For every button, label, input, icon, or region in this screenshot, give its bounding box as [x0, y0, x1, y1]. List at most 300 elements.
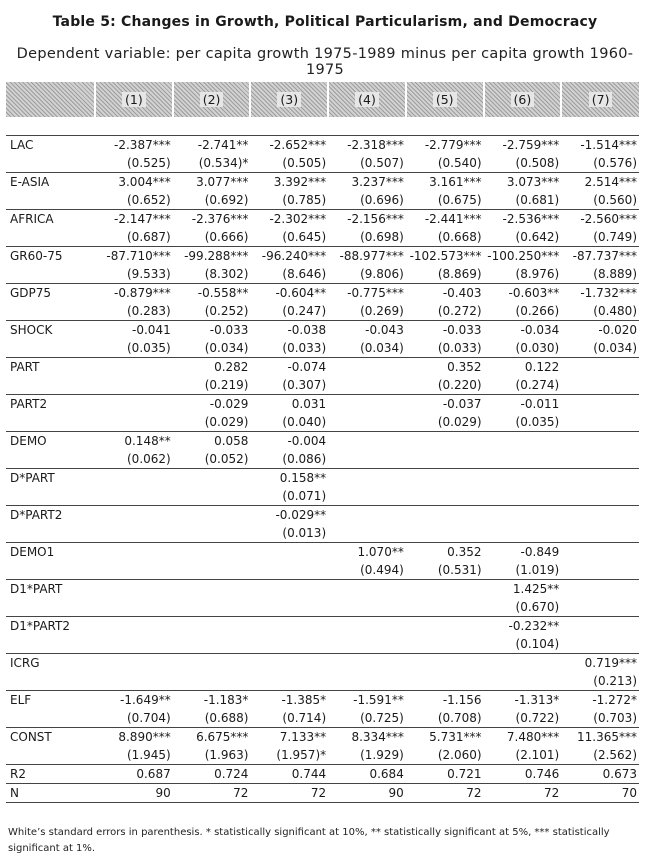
- standard-error-row: [6, 487, 639, 506]
- coefficient-row: [6, 543, 639, 562]
- statistic-cell: 72: [406, 784, 484, 803]
- coefficient-cell: [173, 654, 251, 673]
- row-label-empty: [6, 413, 95, 432]
- row-label: DEMO: [6, 432, 95, 451]
- statistic-cell: 0.687: [95, 765, 173, 784]
- standard-error-cell: (0.725): [360, 711, 404, 725]
- statistic-label: N: [6, 784, 95, 803]
- coefficient-cell: -1.514***: [561, 136, 639, 155]
- coefficient-cell: [95, 506, 173, 525]
- standard-error-cell: [561, 450, 639, 469]
- row-label-empty: [6, 302, 95, 321]
- statistic-cell: 70: [561, 784, 639, 803]
- statistic-cell: 90: [95, 784, 173, 803]
- standard-error-cell: [328, 635, 406, 654]
- coefficient-cell: -87.710***: [95, 247, 173, 266]
- standard-error-cell: (0.252): [204, 304, 249, 318]
- coefficient-cell: -0.403: [406, 284, 484, 303]
- coefficient-cell: [561, 506, 639, 525]
- standard-error-cell: [173, 524, 251, 543]
- standard-error-cell: [173, 561, 251, 580]
- header-corner: [6, 82, 95, 117]
- coefficient-cell: -0.038: [250, 321, 328, 340]
- row-label: ICRG: [6, 654, 95, 673]
- standard-error-cell: [250, 672, 328, 691]
- standard-error-row: [6, 709, 639, 728]
- coefficient-row: [6, 321, 639, 340]
- standard-error-cell: [328, 413, 406, 432]
- statistic-cell: 90: [328, 784, 406, 803]
- standard-error-cell: [406, 598, 484, 617]
- column-header: [95, 82, 173, 117]
- coefficient-cell: [173, 469, 251, 488]
- row-label: E-ASIA: [6, 173, 95, 192]
- standard-error-row: [6, 302, 639, 321]
- coefficient-row: [6, 506, 639, 525]
- standard-error-row: [6, 561, 639, 580]
- coefficient-cell: 0.282: [173, 358, 251, 377]
- coefficient-cell: -0.029**: [250, 506, 328, 525]
- row-label-empty: [6, 487, 95, 506]
- row-label: GR60-75: [6, 247, 95, 266]
- coefficient-cell: 3.161***: [406, 173, 484, 192]
- coefficient-cell: 3.077***: [173, 173, 251, 192]
- row-label-empty: [6, 228, 95, 247]
- standard-error-cell: [95, 598, 173, 617]
- standard-error-cell: (0.035): [515, 415, 560, 429]
- standard-error-cell: (2.562): [593, 748, 637, 762]
- coefficient-cell: [406, 580, 484, 599]
- standard-error-cell: (0.645): [282, 230, 327, 244]
- standard-error-cell: (0.062): [127, 452, 171, 466]
- row-label: D*PART: [6, 469, 95, 488]
- standard-error-cell: (0.531): [437, 563, 482, 577]
- column-header-label: (6): [511, 92, 535, 107]
- standard-error-cell: [406, 672, 484, 691]
- standard-error-cell: [328, 487, 406, 506]
- coefficient-cell: -96.240***: [250, 247, 328, 266]
- standard-error-cell: (9.533): [127, 267, 171, 281]
- standard-error-cell: (0.692): [204, 193, 249, 207]
- coefficient-cell: 8.890***: [95, 728, 173, 747]
- standard-error-row: [6, 191, 639, 210]
- table-subtitle: Dependent variable: per capita growth 1975-1989 minus per capita growth 1960-1975: [16, 46, 634, 78]
- standard-error-row: [6, 635, 639, 654]
- standard-error-cell: (0.714): [282, 711, 327, 725]
- standard-error-cell: (8.646): [282, 267, 327, 281]
- coefficient-cell: [328, 506, 406, 525]
- row-label-empty: [6, 191, 95, 210]
- coefficient-cell: -2.302***: [250, 210, 328, 229]
- coefficient-row: [6, 247, 639, 266]
- coefficient-cell: -2.156***: [328, 210, 406, 229]
- coefficient-cell: [484, 432, 562, 451]
- coefficient-row: [6, 358, 639, 377]
- coefficient-cell: -0.879***: [95, 284, 173, 303]
- standard-error-cell: (0.030): [515, 341, 560, 355]
- coefficient-cell: -99.288***: [173, 247, 251, 266]
- row-label: D1*PART: [6, 580, 95, 599]
- standard-error-cell: (0.698): [360, 230, 404, 244]
- coefficient-row: [6, 728, 639, 747]
- statistic-row: [6, 765, 639, 784]
- coefficient-cell: 0.031: [250, 395, 328, 414]
- coefficient-cell: [95, 543, 173, 562]
- standard-error-row: [6, 376, 639, 395]
- standard-error-cell: (0.670): [515, 600, 560, 614]
- standard-error-cell: (0.642): [515, 230, 560, 244]
- row-label-empty: [6, 598, 95, 617]
- coefficient-cell: -2.376***: [173, 210, 251, 229]
- standard-error-row: [6, 154, 639, 173]
- coefficient-cell: [561, 358, 639, 377]
- row-label-empty: [6, 265, 95, 284]
- standard-error-cell: (8.869): [437, 267, 482, 281]
- standard-error-cell: (0.505): [282, 156, 327, 170]
- coefficient-cell: -0.034: [484, 321, 562, 340]
- row-label: LAC: [6, 136, 95, 155]
- standard-error-cell: (0.508): [515, 156, 560, 170]
- row-label-empty: [6, 672, 95, 691]
- coefficient-cell: -1.591**: [328, 691, 406, 710]
- coefficient-cell: -0.020: [561, 321, 639, 340]
- coefficient-cell: -0.849: [484, 543, 562, 562]
- coefficient-cell: -87.737***: [561, 247, 639, 266]
- standard-error-cell: [173, 672, 251, 691]
- standard-error-cell: [173, 487, 251, 506]
- standard-error-cell: (0.029): [204, 415, 249, 429]
- row-label: CONST: [6, 728, 95, 747]
- standard-error-cell: (0.703): [593, 711, 637, 725]
- coefficient-cell: 0.158**: [250, 469, 328, 488]
- coefficient-cell: [406, 654, 484, 673]
- statistic-cell: 0.746: [484, 765, 562, 784]
- standard-error-cell: (0.220): [437, 378, 482, 392]
- standard-error-cell: (0.035): [127, 341, 171, 355]
- standard-error-cell: (0.013): [282, 526, 327, 540]
- coefficient-cell: -0.041: [95, 321, 173, 340]
- coefficient-cell: -2.147***: [95, 210, 173, 229]
- coefficient-cell: [95, 654, 173, 673]
- coefficient-cell: -1.272*: [561, 691, 639, 710]
- standard-error-cell: (0.034): [204, 341, 249, 355]
- coefficient-row: [6, 173, 639, 192]
- coefficient-cell: [484, 469, 562, 488]
- row-label: DEMO1: [6, 543, 95, 562]
- standard-error-cell: [95, 413, 173, 432]
- standard-error-cell: (1.929): [360, 748, 404, 762]
- coefficient-cell: [95, 617, 173, 636]
- coefficient-cell: [561, 395, 639, 414]
- standard-error-cell: (0.213): [593, 674, 637, 688]
- standard-error-cell: [484, 450, 562, 469]
- standard-error-cell: [173, 598, 251, 617]
- coefficient-cell: 7.133**: [250, 728, 328, 747]
- coefficient-cell: [250, 543, 328, 562]
- standard-error-row: [6, 746, 639, 765]
- row-label-empty: [6, 339, 95, 358]
- standard-error-cell: (2.060): [437, 748, 482, 762]
- standard-error-cell: [406, 487, 484, 506]
- coefficient-cell: [173, 506, 251, 525]
- column-header-row: [6, 82, 639, 117]
- standard-error-cell: (0.708): [437, 711, 482, 725]
- standard-error-cell: (0.675): [437, 193, 482, 207]
- standard-error-cell: [95, 672, 173, 691]
- standard-error-cell: (0.266): [515, 304, 560, 318]
- standard-error-cell: [561, 376, 639, 395]
- standard-error-cell: [328, 672, 406, 691]
- standard-error-cell: (2.101): [515, 748, 560, 762]
- standard-error-cell: (8.302): [204, 267, 249, 281]
- statistic-cell: 0.744: [250, 765, 328, 784]
- standard-error-cell: (0.666): [204, 230, 249, 244]
- standard-error-cell: (0.525): [127, 156, 171, 170]
- coefficient-cell: -100.250***: [484, 247, 562, 266]
- coefficient-cell: 11.365***: [561, 728, 639, 747]
- row-label: PART2: [6, 395, 95, 414]
- coefficient-cell: -0.029: [173, 395, 251, 414]
- regression-table: [6, 82, 639, 803]
- coefficient-cell: [561, 617, 639, 636]
- standard-error-cell: [328, 450, 406, 469]
- coefficient-cell: -0.775***: [328, 284, 406, 303]
- coefficient-cell: -2.652***: [250, 136, 328, 155]
- coefficient-row: [6, 210, 639, 229]
- coefficient-cell: [250, 617, 328, 636]
- coefficient-row: [6, 432, 639, 451]
- standard-error-row: [6, 265, 639, 284]
- coefficient-cell: [328, 469, 406, 488]
- standard-error-cell: (0.052): [204, 452, 249, 466]
- coefficient-cell: -0.074: [250, 358, 328, 377]
- coefficient-cell: [250, 654, 328, 673]
- coefficient-cell: -0.033: [406, 321, 484, 340]
- standard-error-cell: [406, 635, 484, 654]
- coefficient-cell: 0.122: [484, 358, 562, 377]
- coefficient-cell: [328, 580, 406, 599]
- coefficient-cell: 2.514***: [561, 173, 639, 192]
- coefficient-cell: [173, 617, 251, 636]
- standard-error-cell: [406, 524, 484, 543]
- row-label-empty: [6, 450, 95, 469]
- coefficient-row: [6, 469, 639, 488]
- standard-error-cell: (0.071): [282, 489, 327, 503]
- standard-error-cell: (0.534)*: [198, 156, 249, 170]
- table-body: [6, 117, 639, 803]
- standard-error-cell: (0.033): [437, 341, 482, 355]
- header-spacer: [6, 117, 639, 136]
- coefficient-cell: -0.033: [173, 321, 251, 340]
- coefficient-cell: 3.392***: [250, 173, 328, 192]
- coefficient-cell: [561, 580, 639, 599]
- coefficient-row: [6, 395, 639, 414]
- standard-error-cell: [561, 487, 639, 506]
- row-label-empty: [6, 376, 95, 395]
- row-label: D*PART2: [6, 506, 95, 525]
- standard-error-cell: [95, 524, 173, 543]
- coefficient-cell: -1.649**: [95, 691, 173, 710]
- standard-error-cell: [173, 635, 251, 654]
- row-label: GDP75: [6, 284, 95, 303]
- coefficient-cell: [250, 580, 328, 599]
- coefficient-cell: -2.441***: [406, 210, 484, 229]
- standard-error-cell: (1.019): [515, 563, 560, 577]
- standard-error-row: [6, 339, 639, 358]
- coefficient-cell: -2.759***: [484, 136, 562, 155]
- column-header-label: (1): [122, 92, 146, 107]
- coefficient-cell: [328, 395, 406, 414]
- coefficient-cell: -2.779***: [406, 136, 484, 155]
- coefficient-cell: [173, 580, 251, 599]
- statistic-cell: 0.721: [406, 765, 484, 784]
- coefficient-cell: 1.425**: [484, 580, 562, 599]
- column-header: [561, 82, 639, 117]
- standard-error-cell: (0.540): [437, 156, 482, 170]
- row-label: SHOCK: [6, 321, 95, 340]
- standard-error-cell: (0.576): [593, 156, 637, 170]
- standard-error-cell: (0.033): [282, 341, 327, 355]
- coefficient-cell: -102.573***: [406, 247, 484, 266]
- standard-error-cell: (0.652): [127, 193, 171, 207]
- coefficient-cell: -1.313*: [484, 691, 562, 710]
- coefficient-cell: -0.004: [250, 432, 328, 451]
- standard-error-cell: [95, 561, 173, 580]
- column-header: [484, 82, 562, 117]
- standard-error-cell: (0.480): [593, 304, 637, 318]
- column-header: [328, 82, 406, 117]
- coefficient-cell: -0.037: [406, 395, 484, 414]
- coefficient-cell: [95, 395, 173, 414]
- column-header-label: (4): [355, 92, 379, 107]
- standard-error-cell: [328, 524, 406, 543]
- statistic-cell: 72: [173, 784, 251, 803]
- standard-error-cell: [95, 376, 173, 395]
- standard-error-cell: (1.957)*: [276, 748, 327, 762]
- coefficient-cell: [173, 543, 251, 562]
- standard-error-cell: (0.029): [437, 415, 482, 429]
- statistic-cell: 0.684: [328, 765, 406, 784]
- standard-error-cell: [250, 635, 328, 654]
- standard-error-cell: [561, 413, 639, 432]
- standard-error-cell: (1.963): [204, 748, 249, 762]
- coefficient-cell: -2.318***: [328, 136, 406, 155]
- standard-error-cell: (0.034): [360, 341, 404, 355]
- coefficient-cell: 0.058: [173, 432, 251, 451]
- row-label-empty: [6, 709, 95, 728]
- standard-error-cell: [95, 635, 173, 654]
- coefficient-cell: [484, 654, 562, 673]
- coefficient-cell: 8.334***: [328, 728, 406, 747]
- standard-error-cell: (0.086): [282, 452, 327, 466]
- standard-error-cell: (0.687): [127, 230, 171, 244]
- coefficient-cell: [328, 358, 406, 377]
- table-title: Table 5: Changes in Growth, Political Particularism, and Democracy: [52, 14, 598, 30]
- row-label: PART: [6, 358, 95, 377]
- standard-error-row: [6, 413, 639, 432]
- standard-error-cell: (0.104): [515, 637, 560, 651]
- standard-error-cell: (0.560): [593, 193, 637, 207]
- row-label-empty: [6, 561, 95, 580]
- coefficient-cell: -1.385*: [250, 691, 328, 710]
- coefficient-cell: -1.183*: [173, 691, 251, 710]
- standard-error-cell: (0.696): [360, 193, 404, 207]
- standard-error-cell: [328, 376, 406, 395]
- standard-error-cell: (0.034): [593, 341, 637, 355]
- standard-error-cell: (8.976): [515, 267, 560, 281]
- coefficient-cell: -0.604**: [250, 284, 328, 303]
- statistic-cell: 0.673: [561, 765, 639, 784]
- row-label-empty: [6, 746, 95, 765]
- row-label: AFRICA: [6, 210, 95, 229]
- column-header-label: (7): [589, 92, 613, 107]
- standard-error-cell: [484, 524, 562, 543]
- statistic-label: R2: [6, 765, 95, 784]
- coefficient-cell: -0.011: [484, 395, 562, 414]
- coefficient-cell: 0.352: [406, 358, 484, 377]
- coefficient-cell: [95, 580, 173, 599]
- standard-error-cell: [561, 598, 639, 617]
- standard-error-cell: (0.247): [282, 304, 327, 318]
- coefficient-cell: 0.719***: [561, 654, 639, 673]
- standard-error-cell: (0.272): [437, 304, 482, 318]
- coefficient-cell: [95, 469, 173, 488]
- coefficient-cell: 3.004***: [95, 173, 173, 192]
- column-header: [173, 82, 251, 117]
- standard-error-row: [6, 598, 639, 617]
- coefficient-cell: 7.480***: [484, 728, 562, 747]
- standard-error-cell: (0.283): [127, 304, 171, 318]
- standard-error-cell: (0.668): [437, 230, 482, 244]
- standard-error-cell: [561, 561, 639, 580]
- coefficient-cell: -2.560***: [561, 210, 639, 229]
- statistic-row: [6, 784, 639, 803]
- column-header-label: (3): [277, 92, 301, 107]
- coefficient-cell: 0.352: [406, 543, 484, 562]
- coefficient-cell: [561, 469, 639, 488]
- coefficient-cell: 0.148**: [95, 432, 173, 451]
- standard-error-cell: (0.749): [593, 230, 637, 244]
- coefficient-row: [6, 284, 639, 303]
- coefficient-cell: [406, 469, 484, 488]
- statistic-cell: 72: [484, 784, 562, 803]
- standard-error-cell: (0.307): [282, 378, 327, 392]
- statistic-cell: 72: [250, 784, 328, 803]
- standard-error-cell: [561, 635, 639, 654]
- statistic-cell: 0.724: [173, 765, 251, 784]
- standard-error-cell: (0.269): [360, 304, 404, 318]
- coefficient-row: [6, 580, 639, 599]
- coefficient-cell: 3.237***: [328, 173, 406, 192]
- coefficient-cell: 5.731***: [406, 728, 484, 747]
- row-label-empty: [6, 154, 95, 173]
- standard-error-row: [6, 450, 639, 469]
- standard-error-cell: (0.040): [282, 415, 327, 429]
- coefficient-cell: [561, 543, 639, 562]
- column-header: [250, 82, 328, 117]
- standard-error-cell: (0.494): [360, 563, 404, 577]
- coefficient-cell: -0.603**: [484, 284, 562, 303]
- column-header-label: (2): [200, 92, 224, 107]
- coefficient-cell: [484, 506, 562, 525]
- standard-error-row: [6, 672, 639, 691]
- coefficient-cell: 1.070**: [328, 543, 406, 562]
- standard-error-cell: [95, 487, 173, 506]
- coefficient-cell: -0.043: [328, 321, 406, 340]
- row-label-empty: [6, 524, 95, 543]
- coefficient-cell: 3.073***: [484, 173, 562, 192]
- coefficient-cell: [561, 432, 639, 451]
